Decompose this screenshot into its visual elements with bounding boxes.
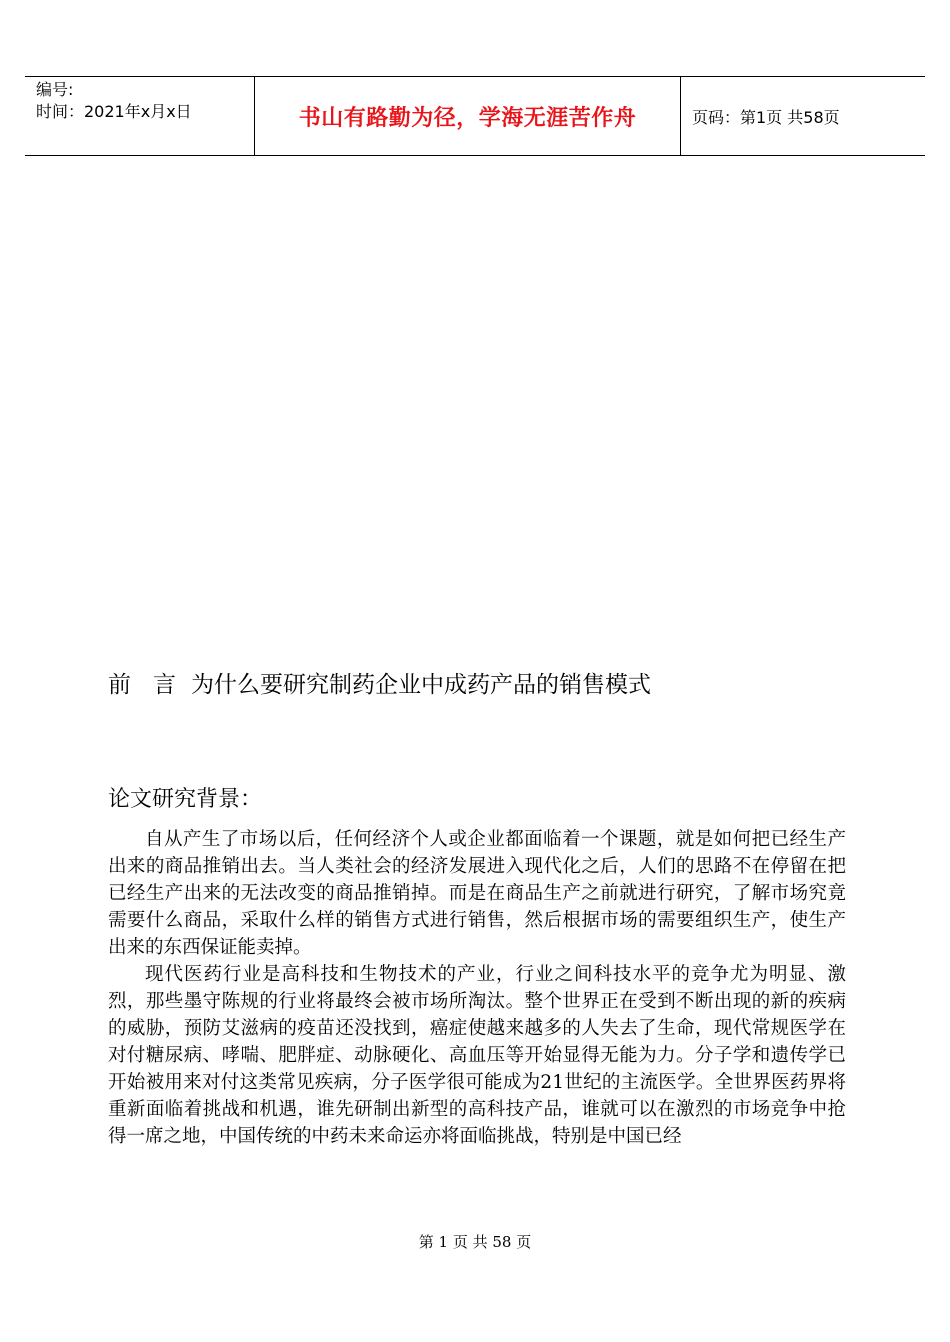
body-paragraph: 现代医药行业是高科技和生物技术的产业，行业之间科技水平的竞争尤为明显、激烈，那些墨守陈规的行业将最终会被市场所淘汰。整个世界正在受到不断出现的新的疾病的威胁，预防艾滋病的疫苗还没找到，癌症使越来越多的人失去了生命，现代常规医学在对付糖尿病、哮喘、肥胖症、动脉硬化、高血压等开始显得无能为力。分子学和遗传学已开始被用来对付这类常见疾病，分子医学很可能成为21世纪的主流医学。全世界医药界将重新面临着挑战和机遇，谁先研制出新型的高科技产品，谁就可以在激烈的市场竞争中抢得一席之地，中国传统的中药未来命运亦将面临挑战，特别是中国已经 xyxy=(108,964,846,1147)
page-footer: 第 1 页 共 58 页 xyxy=(418,1233,532,1251)
title-text: 为什么要研究制药企业中成药产品的销售模式 xyxy=(191,672,651,698)
header-left-cell xyxy=(25,77,253,155)
title-char-qian: 前 xyxy=(108,672,131,698)
document-header xyxy=(25,76,925,156)
section-title xyxy=(108,670,651,700)
header-page-info: 页码：第1页 共58页 xyxy=(692,108,840,127)
body-paragraph: 自从产生了市场以后，任何经济个人或企业都面临着一个课题，就是如何把已经生产出来的商品推销出去。当人类社会的经济发展进入现代化之后，人们的思路不在停留在把已经生产出来的无法改变的商品推销掉。而是在商品生产之前就进行研究，了解市场究竟需要什么商品，采取什么样的销售方式进行销售，然后根据市场的需要组织生产，使生产出来的东西保证能卖掉。 xyxy=(108,829,846,958)
header-page-cell xyxy=(681,77,925,155)
document-number-label: 编号: xyxy=(36,80,74,99)
header-motto-cell xyxy=(254,77,681,155)
document-time-label: 时间：2021年x月x日 xyxy=(36,102,192,121)
title-char-yan: 言 xyxy=(153,672,176,698)
header-motto: 书山有路勤为径，学海无涯苦作舟 xyxy=(298,106,637,131)
subsection-heading: 论文研究背景： xyxy=(108,787,263,812)
